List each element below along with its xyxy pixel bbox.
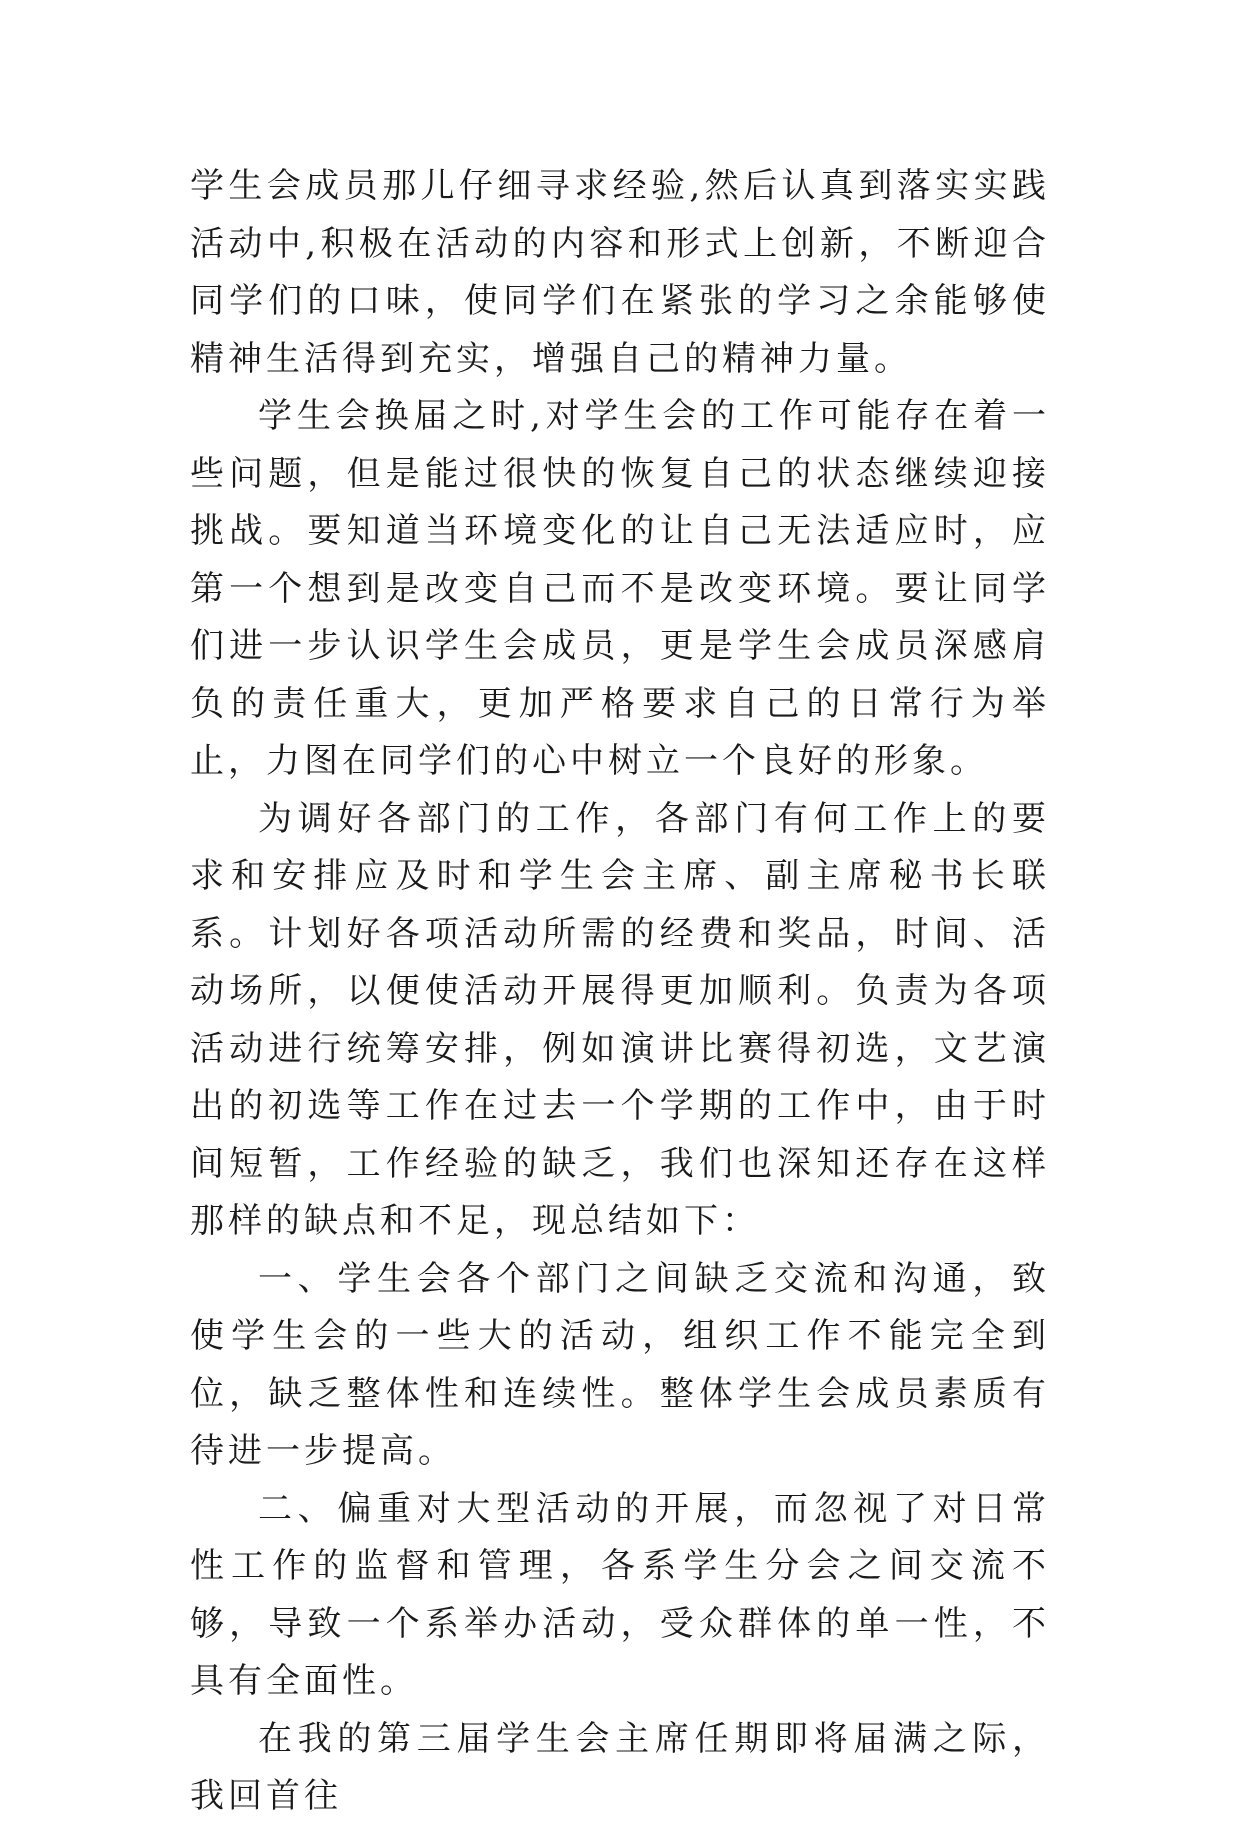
paragraph: 二、偏重对大型活动的开展，而忽视了对日常性工作的监督和管理，各系学生分会之间交流不够，导致一个系举办活动，受众群体的单一性，不具有全面性。 <box>190 1488 1050 1701</box>
paragraph: 学生会换届之时,对学生会的工作可能存在着一些问题，但是能过很快的恢复自己的状态继续迎接挑战。要知道当环境变化的让自己无法适应时，应第一个想到是改变自己而不是改变环境。要让同学们进一步认识学生会成员，更是学生会成员深感肩负的责任重大，更加严格要求自己的日常行为举止，力图在同学们的心中树立一个良好的形象。 <box>190 396 1050 781</box>
paragraph: 一、学生会各个部门之间缺乏交流和沟通，致使学生会的一些大的活动，组织工作不能完全到位，缺乏整体性和连续性。整体学生会成员素质有待进一步提高。 <box>190 1258 1050 1471</box>
paragraph: 为调好各部门的工作，各部门有何工作上的要求和安排应及时和学生会主席、副主席秘书长联系。计划好各项活动所需的经费和奖品，时间、活动场所，以便使活动开展得更加顺利。负责为各项活动进行统筹安排，例如演讲比赛得初选，文艺演出的初选等工作在过去一个学期的工作中，由于时间短暂，工作经验的缺乏，我们也深知还存在这样那样的缺点和不足，现总结如下： <box>190 798 1050 1241</box>
paragraph: 在我的第三届学生会主席任期即将届满之际，我回首往 <box>190 1718 1050 1816</box>
document-body <box>190 158 1050 1826</box>
paragraph: 学生会成员那儿仔细寻求经验,然后认真到落实实践活动中,积极在活动的内容和形式上创新，不断迎合同学们的口味，使同学们在紧张的学习之余能够使精神生活得到充实，增强自己的精神力量。 <box>190 166 1050 379</box>
